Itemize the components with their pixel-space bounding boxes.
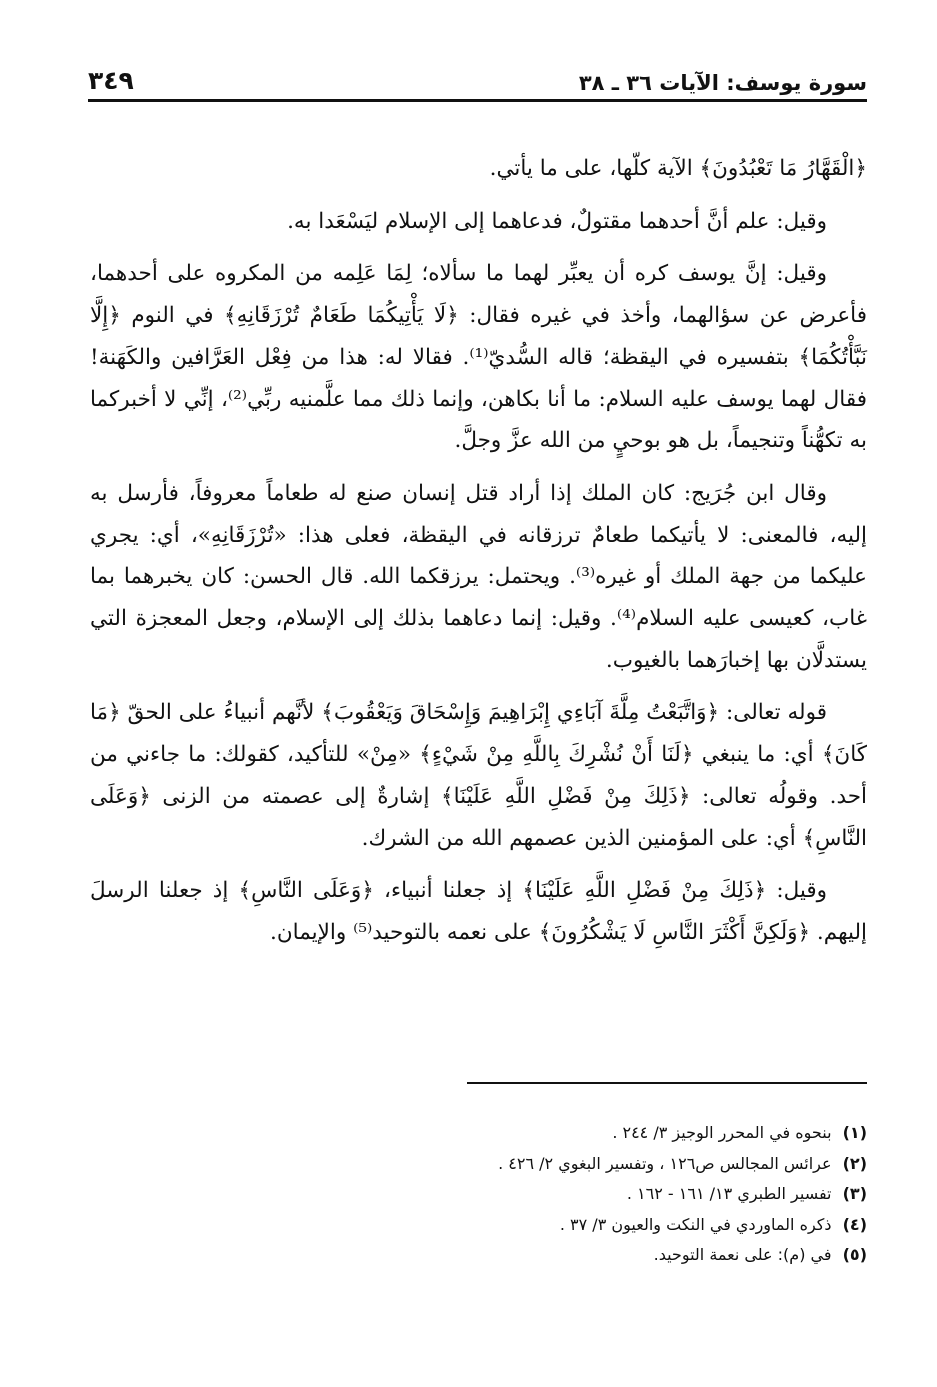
paragraph-1: ﴿الْقَهَّارُ مَا تَعْبُدُونَ﴾ الآية كلّها، على ما يأتي. [489,156,867,181]
paragraph-2: وقيل: علم أنَّ أحدهما مقتولٌ، فدعاهما إلى الإسلام ليَسْعَدا به. [287,208,827,234]
footnote-4 [90,1210,867,1241]
paragraph-5: قوله تعالى: ﴿وَاتَّبَعْتُ مِلَّةَ آبَاءِي إِبْرَاهِيمَ وَإِسْحَاقَ وَيَعْقُوبَ﴾ لأنَّهم أنبياءُ على الحقّ ﴿مَا كَانَ﴾ أي: ما ينبغي ﴿لَنَا أَنْ نُشْرِكَ بِاللَّهِ مِنْ شَيْءٍ﴾ «مِنْ» للتأكيد، كقولك: ما جاءني من أحد. وقولُه تعالى: ﴿ذَلِكَ مِنْ فَضْلِ اللَّهِ عَلَيْنَا﴾ إشارةٌ إلى عصمته من الزنى ﴿وَعَلَى النَّاسِ﴾ أي: على المؤمنين الذين عصمهم الله من الشرك. [90,700,867,851]
footnote-2 [90,1149,867,1180]
footnote-text: ذكره الماوردي في النكت والعيون ٣/ ٣٧ . [559,1214,832,1234]
paragraph-6: وقيل: ﴿ذَلِكَ مِنْ فَضْلِ اللَّهِ عَلَيْنَا﴾ إذ جعلنا أنبياء، ﴿وَعَلَى النَّاسِ﴾ إذ جعلنا الرسلَ إليهم. ﴿وَلَكِنَّ أَكْثَرَ النَّاسِ لَا يَشْكُرُونَ﴾ على نعمه بالتوحيد⁽⁵⁾ والإيمان. [90,878,867,945]
running-title: سورة يوسف: الآيات ٣٦ ـ ٣٨ [578,71,867,95]
page-header [88,58,867,102]
footnote-text: بنحوه في المحرر الوجيز ٣/ ٢٤٤ . [612,1123,832,1142]
footnote-number: (٢) [842,1153,867,1173]
footnote-text: عرائس المجالس ص١٢٦ ، وتفسير البغوي ٢/ ٤٢٦ . [498,1153,832,1173]
footnotes [90,1118,867,1271]
footnote-5 [90,1240,867,1271]
page-number: ٣٤٩ [88,66,134,95]
footnote-number: (٣) [842,1184,867,1203]
paragraph-3: وقيل: إنَّ يوسف كره أن يعبِّر لهما ما سألاه؛ لِمَا عَلِمه من المكروه على أحدهما، فأعرض عن سؤالهما، وأخذ في غيره فقال: ﴿لَا يَأْتِيكُمَا طَعَامٌ تُرْزَقَانِهِ﴾ في النوم ﴿إِلَّا نَبَّأْتُكُمَا﴾ بتفسيره في اليقظة؛ قاله السُّديّ⁽¹⁾. فقالا له: هذا من فِعْل العَرَّافين والكَهَنة! فقال لهما يوسف عليه السلام: ما أنا بكاهن، وإنما ذلك مما علَّمنيه ربِّي⁽²⁾، إنِّي لا أخبركما به تكهُّناً وتنجيماً، بل هو بوحيٍ من الله عزَّ وجلَّ. [90,261,867,454]
footnote-1 [90,1118,867,1149]
footnote-separator [467,1082,867,1084]
footnote-text: تفسير الطبري ١٣/ ١٦١ - ١٦٢ . [626,1184,832,1203]
main-text [90,148,867,965]
footnote-3 [90,1179,867,1210]
footnote-text: في (م): على نعمة التوحيد. [653,1245,832,1264]
footnote-number: (٥) [842,1245,867,1264]
paragraph-4: وقال ابن جُرَيج: كان الملك إذا أراد قتل إنسان صنع له طعاماً معروفاً، فأرسل به إليه، فالمعنى: لا يأتيكما طعامٌ ترزقانه في اليقظة، فعلى هذا: «تُرْزَقَانِهِ»، أي: يجري عليكما من جهة الملك أو غيره⁽³⁾. ويحتمل: يرزقكما الله. قال الحسن: كان يخبرهما بما غاب، كعيسى عليه السلام⁽⁴⁾. وقيل: إنما دعاهما بذلك إلى الإسلام، وجعل المعجزة التي يستدلَّان بها إخبارَهما بالغيوب. [90,480,868,673]
footnote-number: (٤) [842,1214,867,1234]
footnote-number: (١) [842,1123,867,1142]
